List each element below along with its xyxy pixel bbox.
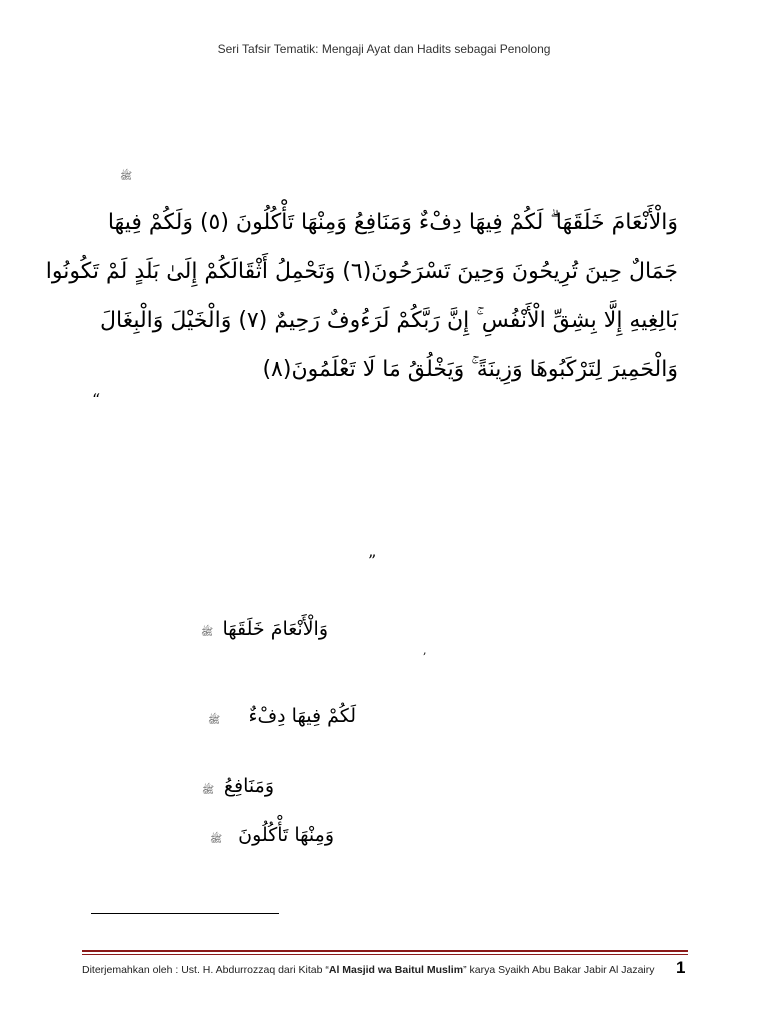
footer-suffix: ” karya Syaikh Abu Bakar Jabir Al Jazairy	[463, 964, 655, 976]
footer-book-title: Al Masjid wa Baitul Muslim	[328, 964, 464, 976]
ayah-mark-icon: ﷺ	[202, 785, 215, 796]
ayah-mark-icon: ﷺ	[208, 715, 221, 726]
page-header: Seri Tafsir Tematik: Mengaji Ayat dan Hadits sebagai Penolong	[217, 42, 551, 56]
quran-verse-block	[45, 198, 678, 394]
verse-line: وَالْحَمِيرَ لِتَرْكَبُوهَا وَزِينَةً ۚ وَيَخْلُقُ مَا لَا تَعْلَمُونَ(٨)	[262, 357, 678, 382]
phrase-line: وَمَنَافِعُ	[223, 775, 274, 797]
ayah-mark-icon: ﷺ	[210, 834, 223, 845]
phrase-line: وَمِنْهَا تَأْكُلُونَ	[238, 824, 334, 846]
phrase-line: لَكُمْ فِيهَا دِفْءٌ	[248, 705, 356, 727]
footnote-separator	[91, 913, 279, 914]
comma-mark: ,	[423, 644, 427, 657]
footer-prefix: Diterjemahkan oleh : Ust. H. Abdurrozzaq dari Kitab “	[82, 964, 329, 976]
phrase-line: وَالْأَنْعَامَ خَلَقَهَا	[222, 618, 328, 640]
page-number: 1	[676, 958, 686, 977]
closing-quote: ”	[368, 551, 377, 570]
footer-rule-bottom	[82, 954, 688, 955]
footer-rule-top	[82, 950, 688, 952]
ayah-mark-icon: ﷺ	[201, 627, 214, 638]
page-footer	[82, 964, 690, 976]
ayah-mark-icon: ﷺ	[120, 171, 133, 182]
verse-line: وَالْأَنْعَامَ خَلَقَهَا ۗ لَكُمْ فِيهَا دِفْءٌ وَمَنَافِعُ وَمِنْهَا تَأْكُلُونَ (٥) وَلَكُمْ فِيهَا	[107, 210, 678, 235]
verse-line: جَمَالٌ حِينَ تُرِيحُونَ وَحِينَ تَسْرَحُونَ(٦) وَتَحْمِلُ أَثْقَالَكُمْ إِلَىٰ بَلَدٍ لَمْ تَكُونُوا	[45, 259, 678, 284]
opening-quote: “	[92, 390, 101, 409]
verse-line: بَالِغِيهِ إِلَّا بِشِقِّ الْأَنْفُسِ ۚ إِنَّ رَبَّكُمْ لَرَءُوفٌ رَحِيمٌ (٧) وَالْخَيْلَ وَالْبِغَالَ	[100, 308, 678, 333]
